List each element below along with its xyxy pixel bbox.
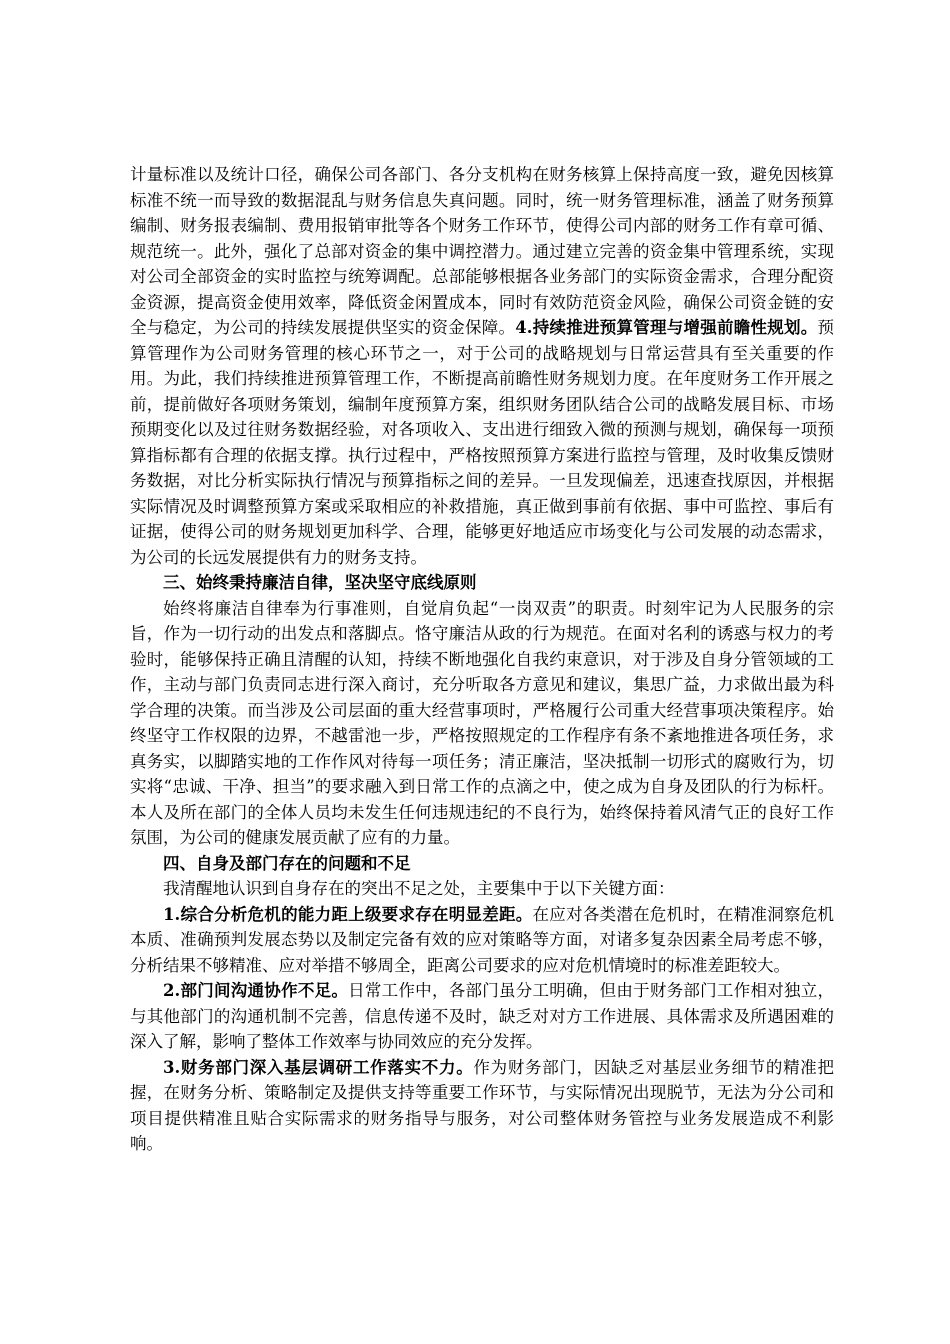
list-item-3 xyxy=(130,1055,834,1157)
paragraph-integrity: 始终将廉洁自律奉为行事准则，自觉肩负起“一岗双责”的职责。时刻牢记为人民服务的宗旨，作为一切行动的出发点和落脚点。恪守廉洁从政的行为规范。在面对名利的诱惑与权力的考验时，能够保持正确且清醒的认知，持续不断地强化自我约束意识，对于涉及自身分管领域的工作，主动与部门负责同志进行深入商讨，充分听取各方意见和建议，集思广益，力求做出最为科学合理的决策。而当涉及公司层面的重大经营事项时，严格履行公司重大经营事项决策程序。始终坚守工作权限的边界，不越雷池一步，严格按照规定的工作程序有条不紊地推进各项任务，求真务实，以脚踏实地的工作作风对待每一项任务；清正廉洁，坚决抵制一切形式的腐败行为，切实将“忠诚、干净、担当”的要求融入到日常工作的点滴之中，使之成为自身及团队的行为标杆。本人及所在部门的全体人员均未发生任何违规违纪的不良行为，始终保持着风清气正的良好工作氛围，为公司的健康发展贡献了应有的力量。 xyxy=(130,598,834,847)
item-1-title: 1.综合分析危机的能力距上级要求存在明显差距。 xyxy=(163,904,533,924)
paragraph-text: 预算管理作为公司财务管理的核心环节之一，对于公司的战略规划与日常运营具有至关重要的作用。为此，我们持续推进预算管理工作，不断提高前瞻性财务规划力度。在年度财务工作开展之前，提前做好各项财务策划，编制年度预算方案，组织财务团队结合公司的战略发展目标、市场预期变化以及过往财务数据经验，对各项收入、支出进行细致入微的预测与规划，确保每一项预算指标都有合理的依据支撑。执行过程中，严格按照预算方案进行监控与管理，及时收集反馈财务数据，对比分析实际执行情况与预算指标之间的差异。一旦发现偏差，迅速查找原因，并根据实际情况及时调整预算方案或采取相应的补救措施，真正做到事前有依据、事中可监控、事后有证据，使得公司的财务规划更加科学、合理，能够更好地适应市场变化与公司发展的动态需求，为公司的长远发展提供有力的财务支持。 xyxy=(130,318,834,567)
paragraph-text: 计量标准以及统计口径，确保公司各部门、各分支机构在财务核算上保持高度一致，避免因核算标准不统一而导致的数据混乱与财务信息失真问题。同时，统一财务管理标准，涵盖了财务预算编制、财务报表编制、费用报销审批等各个财务工作环节，使得公司内部的财务工作有章可循、规范统一。此外，强化了总部对资金的集中调控潜力。通过建立完善的资金集中管理系统，实现对公司全部资金的实时监控与统筹调配。总部能够根据各业务部门的实际资金需求，合理分配资金资源，提高资金使用效率，降低资金闲置成本，同时有效防范资金风险，确保公司资金链的安全与稳定，为公司的持续发展提供坚实的资金保障。 xyxy=(130,165,834,337)
paragraph-intro-problems: 我清醒地认识到自身存在的突出不足之处，主要集中于以下关键方面： xyxy=(163,879,675,898)
item-3-title: 3.财务部门深入基层调研工作落实不力。 xyxy=(163,1057,474,1077)
item-4-title: 4.持续推进预算管理与增强前瞻性规划。 xyxy=(515,318,818,337)
item-2-text: 日常工作中，各部门虽分工明确，但由于财务部门工作相对独立，与其他部门的沟通机制不完善，信息传递不及时，缺乏对对方工作进展、具体需求及所遇困难的深入了解，影响了整体工作效率与协同效应的充分发挥。 xyxy=(130,981,834,1051)
section-heading-4: 四、自身及部门存在的问题和不足 xyxy=(163,853,411,873)
paragraph-finance-standards xyxy=(130,162,834,570)
list-item-2 xyxy=(130,978,834,1055)
item-2-title: 2.部门间沟通协作不足。 xyxy=(163,981,349,1000)
section-heading-3: 三、始终秉持廉洁自律，坚决坚守底线原则 xyxy=(163,573,477,592)
list-item-1 xyxy=(130,902,834,979)
item-1-text: 在应对各类潜在危机时，在精准洞察危机本质、准确预判发展态势以及制定完备有效的应对策略等方面，对诸多复杂因素全局考虑不够，分析结果不够精准、应对举措不够周全，距离公司要求的应对危机情境时的标准差距较大。 xyxy=(130,904,835,975)
item-3-text: 作为财务部门，因缺乏对基层业务细节的精准把握，在财务分析、策略制定及提供支持等重要工作环节，与实际情况出现脱节，无法为分公司和项目提供精准且贴合实际需求的财务指导与服务，对公司整体财务管控与业务发展造成不利影响。 xyxy=(130,1057,834,1153)
